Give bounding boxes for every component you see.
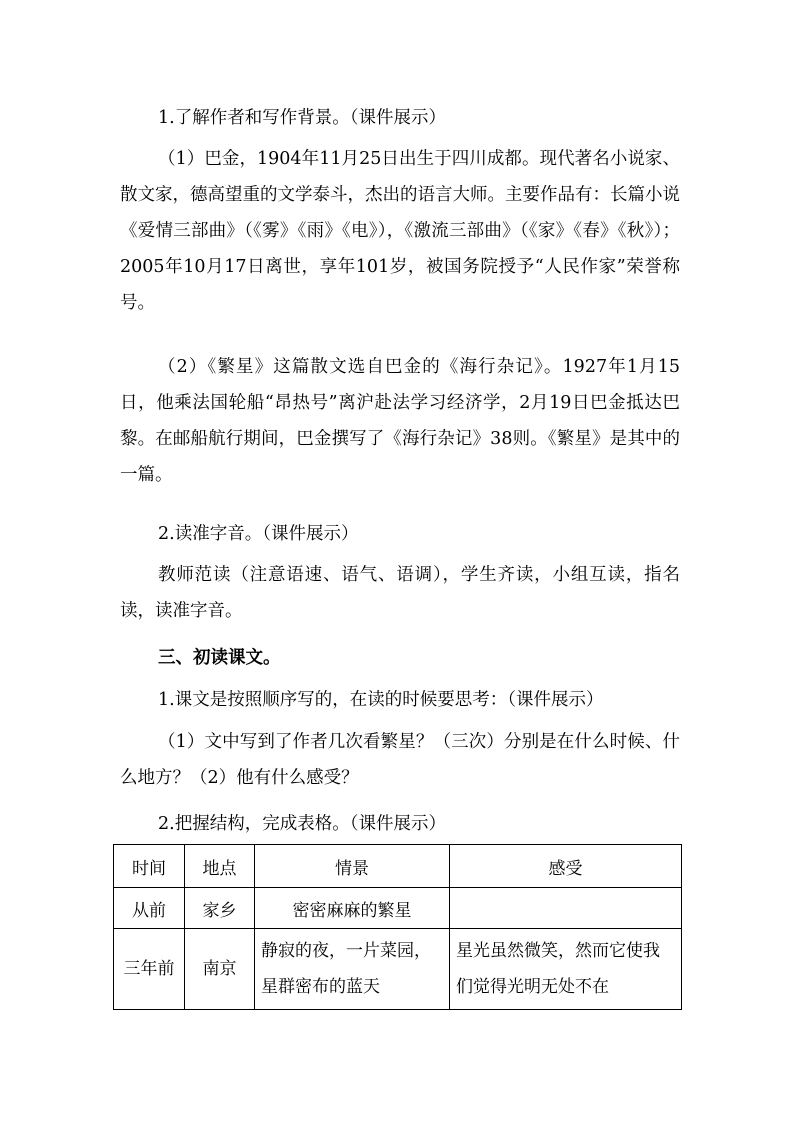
cell-scene: 静寂的夜，一片菜园，星群密布的蓝天 [255,929,450,1010]
cell-place: 家乡 [185,888,255,929]
questions-paragraph: （1）文中写到了作者几次看繁星？（三次）分别是在什么时候、什么地方？（2）他有什么感受？ [120,732,680,788]
header-scene: 情景 [255,845,450,888]
cell-time: 三年前 [114,929,185,1010]
section-1-title: 1.了解作者和写作背景。（课件展示） [158,108,446,128]
cell-feeling [450,888,682,929]
reading-paragraph: 教师范读（注意语速、语气、语调），学生齐读，小组互读，指名读，读准字音。 [120,565,680,621]
table-row [114,888,682,929]
question-intro: 1.课文是按照顺序写的，在读的时候要思考：（课件展示） [158,690,604,710]
header-feeling: 感受 [450,845,682,888]
background-paragraph: （2）《繁星》这篇散文选自巴金的《海行杂记》。1927年1月15日，他乘法国轮船“昂热号”离沪赴法学习经济学，2月19日巴金抵达巴黎。在邮船航行期间，巴金撰写了《海行杂记》38则。《繁星》是其中的一篇。 [120,357,680,485]
section-2-title: 2.读准字音。（课件展示） [158,524,359,544]
cell-scene: 密密麻麻的繁星 [255,888,450,929]
structure-table [113,844,682,1010]
cell-time: 从前 [114,888,185,929]
cell-feeling: 星光虽然微笑，然而它使我们觉得光明无处不在 [450,929,682,1010]
cell-place: 南京 [185,929,255,1010]
header-time: 时间 [114,845,185,888]
table-row [114,929,682,1010]
header-place: 地点 [185,845,255,888]
chapter-heading: 三、初读课文。 [158,648,281,668]
table-header-row [114,845,682,888]
table-intro: 2.把握结构，完成表格。（课件展示） [158,814,446,834]
author-paragraph: （1）巴金，1904年11月25日出生于四川成都。现代著名小说家、散文家，德高望重的文学泰斗，杰出的语言大师。主要作品有：长篇小说《爱情三部曲》（《雾》《雨》《电》），《激流三部曲》（《家》《春》《秋》）；2005年10月17日离世，享年101岁，被国务院授予“人民作家”荣誉称号。 [120,149,680,313]
